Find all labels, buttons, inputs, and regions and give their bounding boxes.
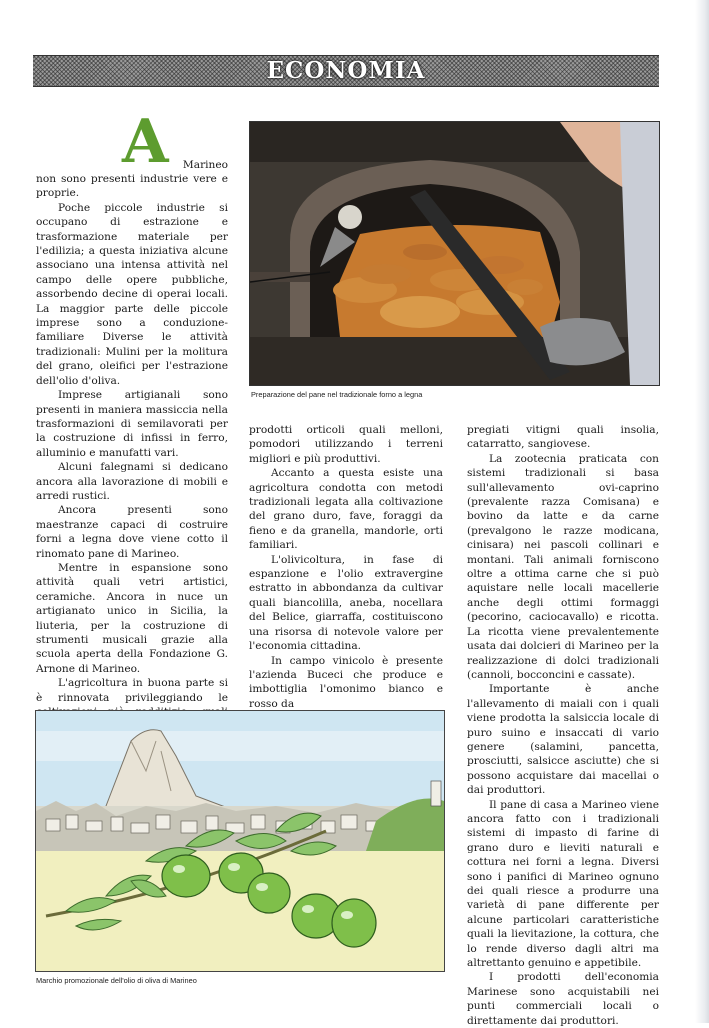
bread-oven-photo bbox=[249, 121, 660, 386]
paragraph: pregiati vitigni quali insolia, catarratto, sangiovese. bbox=[467, 424, 659, 451]
paragraph: prodotti orticoli quali melloni, pomodori utilizzando i terreni migliori e più produttivi. bbox=[249, 424, 443, 465]
page-edge bbox=[695, 0, 709, 1023]
text-column-2 bbox=[249, 423, 443, 711]
dropcap-word: Marineo bbox=[182, 158, 228, 171]
paragraph: Ancora presenti sono maestranze capaci di costruire forni a legna dove viene cotto il rinomato pane di Marineo. bbox=[36, 504, 228, 560]
paragraph: L'agricoltura in buona parte si è rinnovata privileggiando le bbox=[36, 677, 228, 704]
text-column-3 bbox=[467, 423, 659, 1028]
paragraph: La zootecnia praticata con sistemi tradizionali si basa sull'allevamento ovi-caprino (prevalente razza Comisana) e bovino da latte e da carne (prevalgono le razze modicana, cinisara) nei pascoli collinari e montani. Tali animali forniscono oltre a ottima carne che si può aquistare nelle locali macellerie anche degli ottimi formaggi (pecorino, caciocavallo) e ricotta. La ricotta viene prevalentemente usata dai dolcieri di Marineo per la realizzazione di dolci tradizionali (cannoli, bocconcini e cassate). bbox=[467, 452, 659, 681]
dropcap-letter: A bbox=[122, 107, 169, 177]
illustration-caption: Marchio promozionale dell'olio di oliva di Marineo bbox=[36, 976, 197, 985]
paragraph: non sono presenti industrie vere e proprie. bbox=[36, 173, 228, 200]
olive-oil-illustration bbox=[35, 710, 445, 972]
dropcap-block bbox=[36, 107, 228, 177]
paragraph: Importante è anche l'allevamento di maiali con i quali viene prodotta la salsiccia locale di puro suino e insaccati di vario genere (salamini, pancetta, prosciutti, salsicce asciutte) che si possono acquistare dai macellai o dai produttori. bbox=[467, 683, 659, 797]
paragraph: Poche piccole industrie si occupano di estrazione e trasformazione materiale per l'edilizia; a questa iniziativa alcune associano una intensa attività nel campo delle opere pubbliche, assorbendo decine di operai locali. La maggior parte delle piccole imprese sono a conduzione-familiare Diverse le attività tradizionali: Mulini per la molitura del grano, oleifici per l'estrazione dell'olio d'oliva. bbox=[36, 201, 228, 387]
text-column-1 bbox=[36, 107, 228, 734]
section-header bbox=[33, 55, 659, 87]
paragraph: Alcuni falegnami si dedicano ancora alla lavorazione di mobili e arredi rustici. bbox=[36, 461, 228, 502]
paragraph: Imprese artigianali sono presenti in maniera massiccia nella trasformazioni di semilavorati per la costruzione di infissi in ferro, alluminio e manufatti vari. bbox=[36, 389, 228, 459]
paragraph: I prodotti dell'economia Marinese sono acquistabili nei punti commerciali locali o direttamente dai produttori. bbox=[467, 971, 659, 1027]
photo-caption: Preparazione del pane nel tradizionale forno a legna bbox=[251, 390, 423, 399]
paragraph: L'olivicoltura, in fase di espanzione e l'olio extravergine estratto in abbondanza da cultivar quali biancolilla, aneba, nocellara del Belice, giarraffa, costituiscono una risorsa di notevole valore per l'economia cittadina. bbox=[249, 553, 443, 653]
paragraph: Accanto a questa esiste una agricoltura condotta con metodi tradizionali legata alla coltivazione del grano duro, fave, foraggi da fieno e da granella, mandorle, orti familiari. bbox=[249, 467, 443, 552]
section-title: ECONOMIA bbox=[266, 57, 426, 84]
paragraph: Mentre in espansione sono attività quali vetri artistici, ceramiche. Ancora in nuce un artigianato unico in Sicilia, la liuteria, per la costruzione di strumenti musicali grazie alla scuola aperta della Fondazione G. Arnone di Marineo. bbox=[36, 561, 228, 675]
paragraph: In campo vinicolo è presente l'azienda Buceci che produce e imbottiglia l'omonimo bianco e rosso da bbox=[249, 654, 443, 710]
paragraph: Il pane di casa a Marineo viene ancora fatto con i tradizionali sistemi di impasto di farine di grano duro e lieviti naturali e cottura nei forni a legna. Diversi sono i panifici di Marineo ognuno dei quali riesce a produrre una varietà di pane differente per alcune particolari caratteristiche quali la lievitazione, la cottura, che lo rende diverso dagli altri ma altrettanto genuino e appetibile. bbox=[467, 798, 659, 970]
oven-image bbox=[250, 122, 659, 385]
olive-branch-image bbox=[36, 711, 444, 971]
